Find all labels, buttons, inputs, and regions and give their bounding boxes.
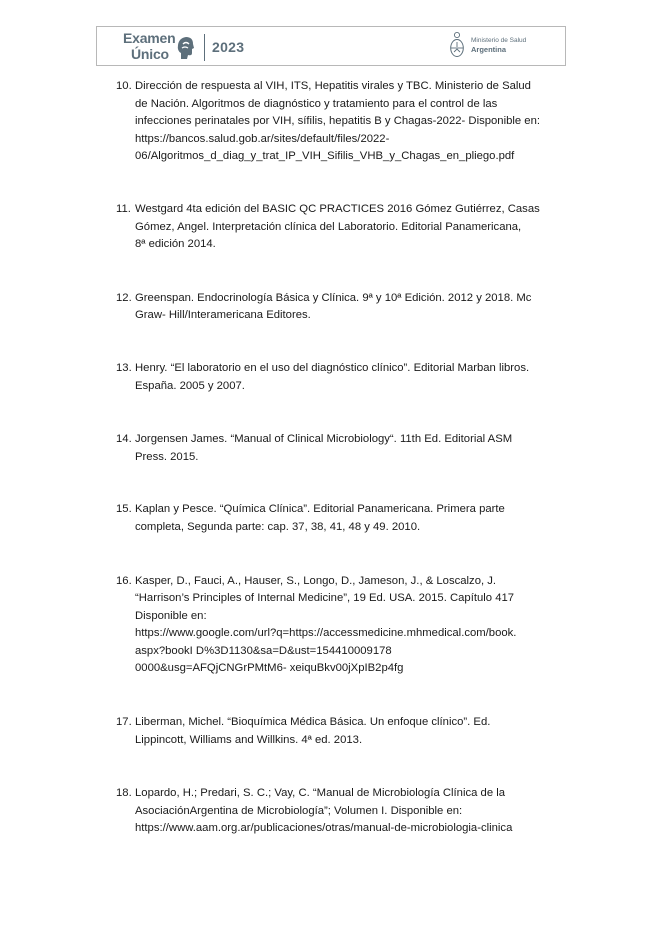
reference-url-line: 06/Algoritmos_d_diag_y_trat_IP_VIH_Sifilis_VHB_y_Chagas_en_pliego.pdf (135, 150, 515, 163)
reference-number: 10. (116, 80, 132, 92)
reference-text-line: 8ª edición 2014. (135, 238, 216, 251)
reference-text-line: Liberman, Michel. “Bioquímica Médica Básica. Un enfoque clínico”. Ed. (135, 716, 491, 729)
reference-text-line: Greenspan. Endocrinología Básica y Clínica. 9ª y 10ª Edición. 2012 y 2018. Mc (135, 291, 532, 304)
reference-text-line: Graw- Hill/Interamericana Editores. (135, 309, 311, 322)
reference-url-line: 0000&usg=AFQjCNGrPMtM6- xeiquBkv00jXpIB2p4fg (135, 662, 404, 675)
reference-15 (116, 501, 576, 536)
reference-text-line: infecciones perinatales por VIH, sífilis, hepatitis B y Chagas-2022- Disponible en: (135, 115, 541, 128)
reference-text-line: Gómez, Angel. Interpretación clínica del Laboratorio. Editorial Panamericana, (135, 220, 522, 233)
reference-url-line: aspx?bookI D%3D1130&sa=D&ust=154410009178 (135, 644, 392, 657)
page-header (96, 26, 566, 66)
reference-text-line: Jorgensen James. “Manual of Clinical Microbiology“. 11th Ed. Editorial ASM (135, 433, 513, 446)
reference-13 (116, 360, 576, 395)
reference-text-line: Kasper, D., Fauci, A., Hauser, S., Longo, D., Jameson, J., & Loscalzo, J. (135, 574, 497, 587)
reference-url-line: https://www.aam.org.ar/publicaciones/otras/manual-de-microbiologia-clinica (135, 822, 513, 835)
reference-18 (116, 785, 576, 838)
logo-word-unico: Único (131, 46, 169, 62)
reference-14 (116, 431, 576, 466)
logo-divider (204, 34, 205, 61)
profile-head-icon (175, 35, 195, 61)
ministry-logo (449, 30, 545, 62)
reference-text-line: España. 2005 y 2007. (135, 379, 245, 392)
reference-12 (116, 290, 576, 325)
reference-16 (116, 573, 576, 679)
reference-text-line: Disponible en: (135, 609, 207, 622)
reference-text-line: de Nación. Algoritmos de diagnóstico y tratamiento para el control de las (135, 97, 498, 110)
reference-number: 13. (116, 361, 132, 374)
exam-year: 2023 (212, 39, 245, 55)
reference-text-line: Henry. “El laboratorio en el uso del diagnóstico clínico”. Editorial Marban libros. (135, 361, 530, 374)
ministry-name: Ministerio de Salud (471, 37, 527, 44)
reference-11 (116, 201, 576, 254)
logo-word-examen: Examen (123, 30, 176, 46)
reference-17 (116, 714, 576, 749)
reference-number: 18. (116, 787, 132, 800)
ministry-country: Argentina (471, 45, 507, 54)
reference-url-line: https://www.google.com/url?q=https://accessmedicine.mhmedical.com/book. (135, 627, 517, 640)
reference-number: 14. (116, 433, 132, 446)
reference-10 (116, 78, 576, 166)
reference-number: 17. (116, 716, 132, 729)
reference-list (116, 78, 576, 838)
reference-text-line: AsociaciónArgentina de Microbiología”; Volumen I. Disponible en: (135, 804, 463, 817)
reference-number: 15. (116, 503, 132, 516)
reference-text-line: Lippincott, Williams and Willkins. 4ª ed. 2013. (135, 733, 363, 746)
reference-text-line: “Harrison’s Principles of Internal Medicine”, 19 Ed. USA. 2015. Capítulo 417 (135, 592, 515, 605)
reference-number: 12. (116, 291, 132, 304)
reference-text-line: Press. 2015. (135, 450, 199, 463)
reference-text-line: Lopardo, H.; Predari, S. C.; Vay, C. “Manual de Microbiología Clínica de la (135, 787, 506, 800)
national-seal-icon (449, 31, 465, 59)
reference-number: 11. (116, 202, 131, 215)
reference-text-line: completa, Segunda parte: cap. 37, 38, 41, 48 y 49. 2010. (135, 520, 421, 533)
reference-url-line: https://bancos.salud.gob.ar/sites/default/files/2022- (135, 132, 390, 145)
reference-text-line: Kaplan y Pesce. “Química Clínica”. Editorial Panamericana. Primera parte (135, 503, 505, 516)
reference-text-line: Westgard 4ta edición del BASIC QC PRACTICES 2016 Gómez Gutiérrez, Casas (135, 202, 540, 215)
reference-number: 16. (116, 574, 132, 587)
examen-unico-logo (123, 29, 253, 63)
reference-text-line: Dirección de respuesta al VIH, ITS, Hepatitis virales y TBC. Ministerio de Salud (135, 80, 531, 92)
